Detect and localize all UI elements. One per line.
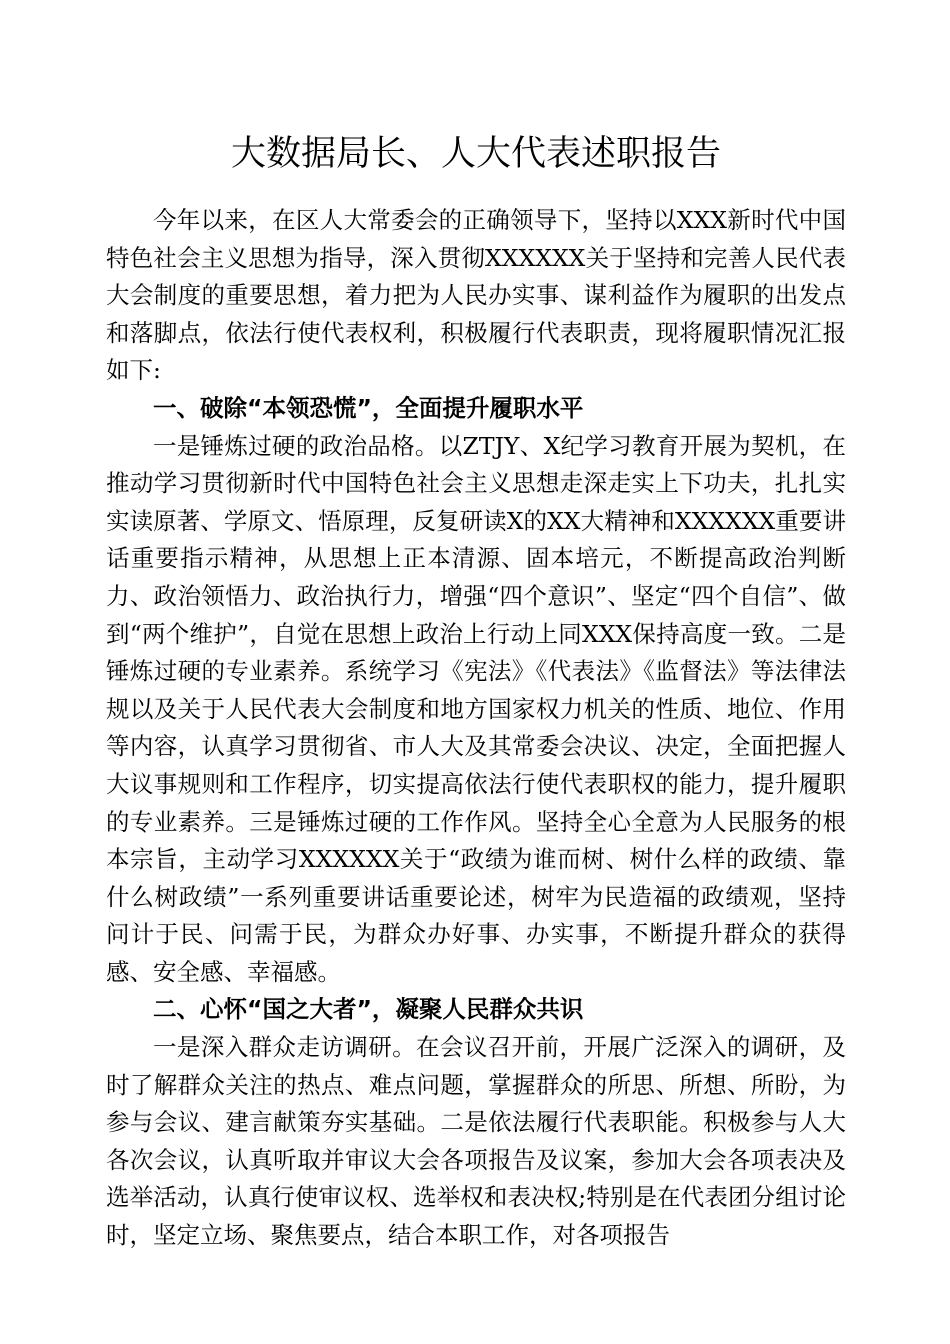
section-1-paragraph: 一是锤炼过硬的政治品格。以ZTJY、X纪学习教育开展为契机，在推动学习贯彻新时代中国特色社会主义思想走深走实上下功夫，扎扎实实读原著、学原文、悟原理，反复研读X的XX大精神和XXXXXX重要讲话重要指示精神，从思想上正本清源、固本培元，不断提高政治判断力、政治领悟力、政治执行力，增强“四个意识”、坚定“四个自信”、做到“两个维护”，自觉在思想上政治上行动上同XXX保持高度一致。二是锤炼过硬的专业素养。系统学习《宪法》《代表法》《监督法》等法律法规以及关于人民代表大会制度和地方国家权力机关的性质、地位、作用等内容，认真学习贯彻省、市人大及其常委会决议、决定，全面把握人大议事规则和工作程序，切实提高依法行使代表职权的能力，提升履职的专业素养。三是锤炼过硬的工作作风。坚持全心全意为人民服务的根本宗旨，主动学习XXXXXX关于“政绩为谁而树、树什么样的政绩、靠什么树政绩”一系列重要讲话重要论述，树牢为民造福的政绩观，坚持问计于民、问需于民，为群众办好事、办实事，不断提升群众的获得感、安全感、幸福感。 <box>106 431 846 986</box>
document-page <box>106 128 846 1255</box>
section-2-heading: 二、心怀“国之大者”，凝聚人民群众共识 <box>153 995 584 1024</box>
document-title: 大数据局长、人大代表述职报告 <box>230 134 721 174</box>
section-1-heading: 一、破除“本领恐慌”，全面提升履职水平 <box>153 393 584 422</box>
section-2-paragraph: 一是深入群众走访调研。在会议召开前，开展广泛深入的调研，及时了解群众关注的热点、难点问题，掌握群众的所思、所想、所盼，为参与会议、建言献策夯实基础。二是依法履行代表职能。积极参与人大各次会议，认真听取并审议大会各项报告及议案，参加大会各项表决及选举活动，认真行使审议权、选举权和表决权;特别是在代表团分组讨论时，坚定立场、聚焦要点，结合本职工作，对各项报告 <box>106 1033 846 1250</box>
intro-paragraph: 今年以来，在区人大常委会的正确领导下，坚持以XXX新时代中国特色社会主义思想为指导，深入贯彻XXXXXX关于坚持和完善人民代表大会制度的重要思想，着力把为人民办实事、谋利益作为履职的出发点和落脚点，依法行使代表权利，积极履行代表职责，现将履职情况汇报如下: <box>106 206 846 385</box>
